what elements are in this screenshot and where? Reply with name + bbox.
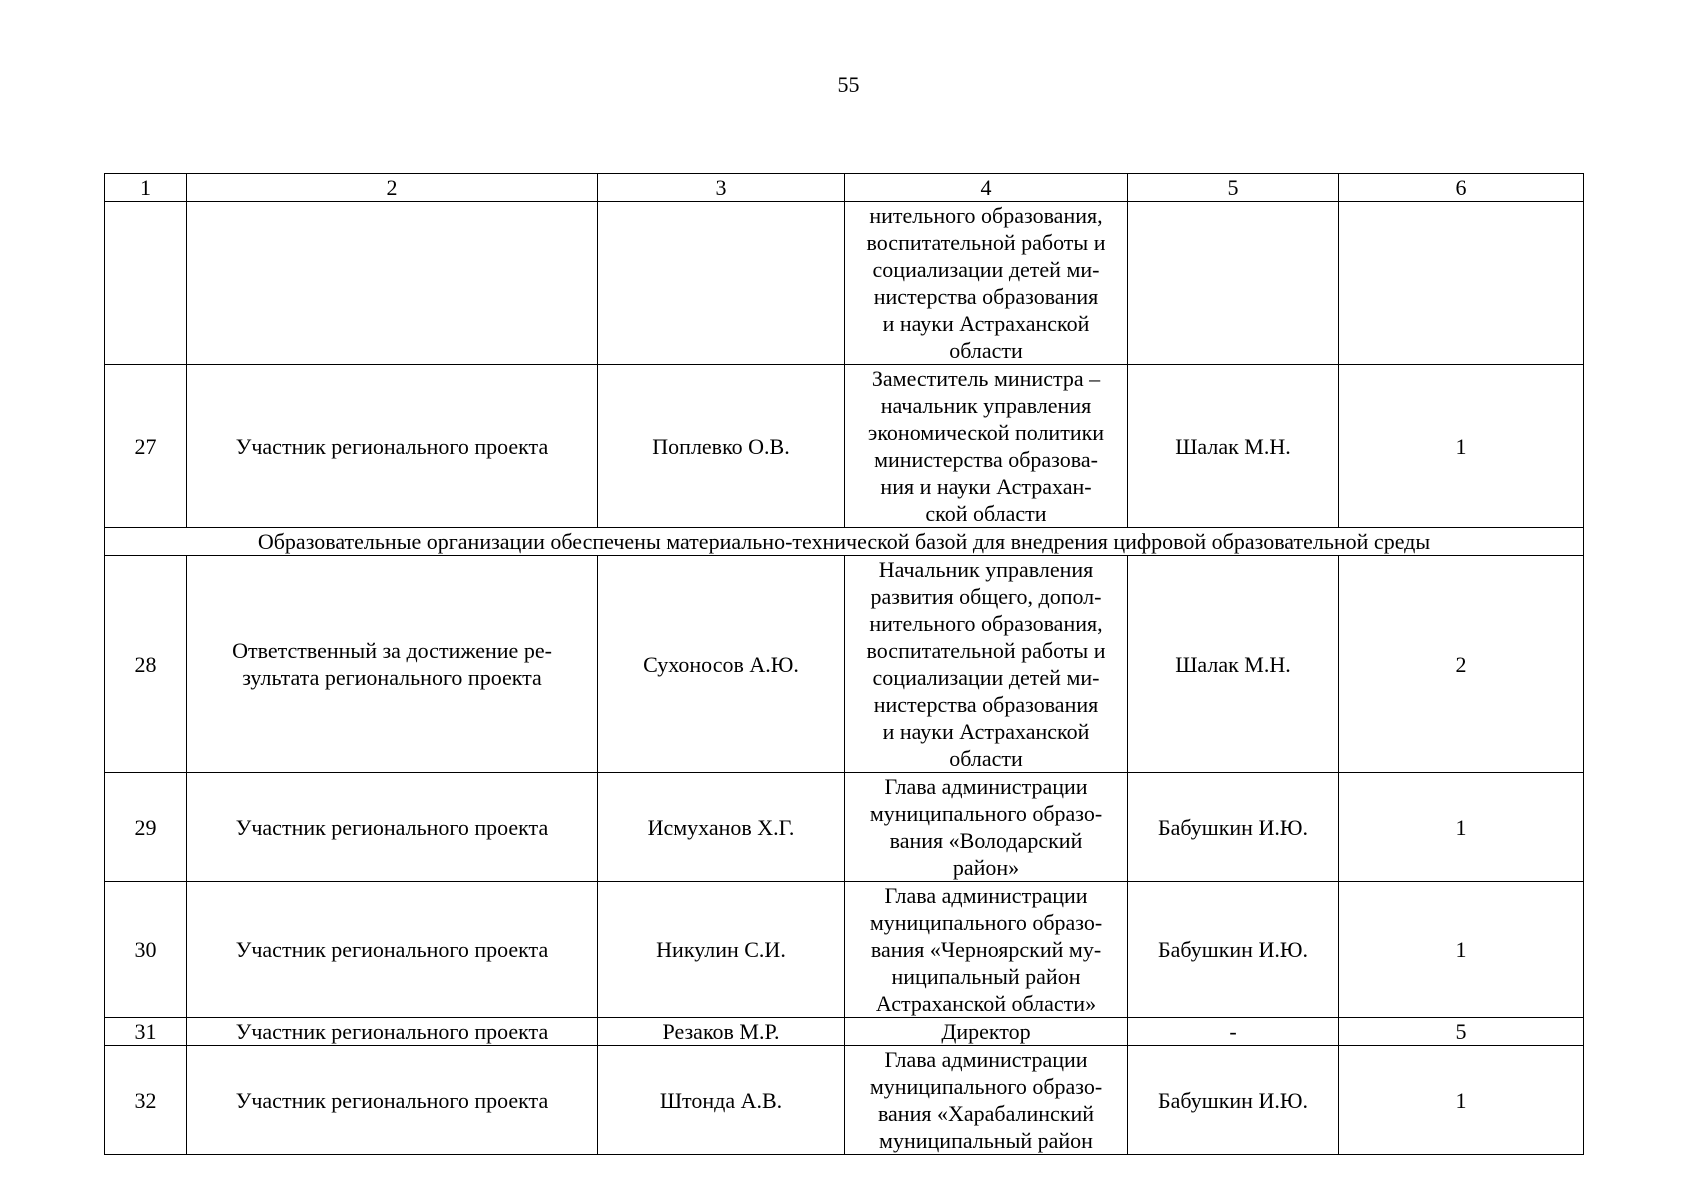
position-cell: нительного образования, воспитательной работы и социализации детей ми- нистерства образования и науки Астраханской области [845,202,1128,365]
value-cell: 1 [1339,773,1584,882]
table-header-row [105,174,1584,202]
person-cell [598,202,845,365]
value-cell [1339,202,1584,365]
responsibility-table [104,173,1584,1155]
role-cell [187,202,598,365]
row-number-cell: 31 [105,1018,187,1046]
person-cell: Никулин С.И. [598,882,845,1018]
supervisor-cell: Бабушкин И.Ю. [1128,773,1339,882]
supervisor-cell: - [1128,1018,1339,1046]
role-cell: Ответственный за достижение ре- зультата регионального проекта [187,556,598,773]
row-number-cell: 32 [105,1046,187,1155]
value-cell: 1 [1339,882,1584,1018]
header-cell-3: 3 [598,174,845,202]
table-row [105,365,1584,528]
table-row [105,556,1584,773]
supervisor-cell: Бабушкин И.Ю. [1128,1046,1339,1155]
header-cell-4: 4 [845,174,1128,202]
position-cell: Глава администрации муниципального образо- вания «Володарский район» [845,773,1128,882]
row-number-cell [105,202,187,365]
row-number-cell: 28 [105,556,187,773]
position-cell: Заместитель министра – начальник управления экономической политики министерства образова- ния и науки Астрахан- ской области [845,365,1128,528]
row-number-cell: 30 [105,882,187,1018]
position-cell: Глава администрации муниципального образо- вания «Черноярский му- ниципальный район Астраханской области» [845,882,1128,1018]
header-cell-5: 5 [1128,174,1339,202]
position-cell: Начальник управления развития общего, допол- нительного образования, воспитательной работы и социализации детей ми- нистерства образования и науки Астраханской области [845,556,1128,773]
page-number: 55 [837,72,860,97]
supervisor-cell [1128,202,1339,365]
table-row [105,882,1584,1018]
header-cell-2: 2 [187,174,598,202]
table-row [105,1046,1584,1155]
supervisor-cell: Шалак М.Н. [1128,556,1339,773]
supervisor-cell: Бабушкин И.Ю. [1128,882,1339,1018]
person-cell: Сухоносов А.Ю. [598,556,845,773]
role-cell: Участник регионального проекта [187,1018,598,1046]
value-cell: 1 [1339,365,1584,528]
value-cell: 1 [1339,1046,1584,1155]
role-cell: Участник регионального проекта [187,773,598,882]
supervisor-cell: Шалак М.Н. [1128,365,1339,528]
person-cell: Поплевко О.В. [598,365,845,528]
person-cell: Резаков М.Р. [598,1018,845,1046]
table-row [105,1018,1584,1046]
table-row [105,773,1584,882]
section-row [105,528,1584,556]
value-cell: 2 [1339,556,1584,773]
position-cell: Директор [845,1018,1128,1046]
row-number-cell: 27 [105,365,187,528]
person-cell: Исмуханов Х.Г. [598,773,845,882]
header-cell-6: 6 [1339,174,1584,202]
person-cell: Штонда А.В. [598,1046,845,1155]
row-number-cell: 29 [105,773,187,882]
role-cell: Участник регионального проекта [187,882,598,1018]
section-heading: Образовательные организации обеспечены материально-технической базой для внедрения цифровой образовательной среды [105,528,1584,556]
role-cell: Участник регионального проекта [187,365,598,528]
table-row [105,202,1584,365]
position-cell: Глава администрации муниципального образо- вания «Харабалинский муниципальный район [845,1046,1128,1155]
value-cell: 5 [1339,1018,1584,1046]
role-cell: Участник регионального проекта [187,1046,598,1155]
header-cell-1: 1 [105,174,187,202]
